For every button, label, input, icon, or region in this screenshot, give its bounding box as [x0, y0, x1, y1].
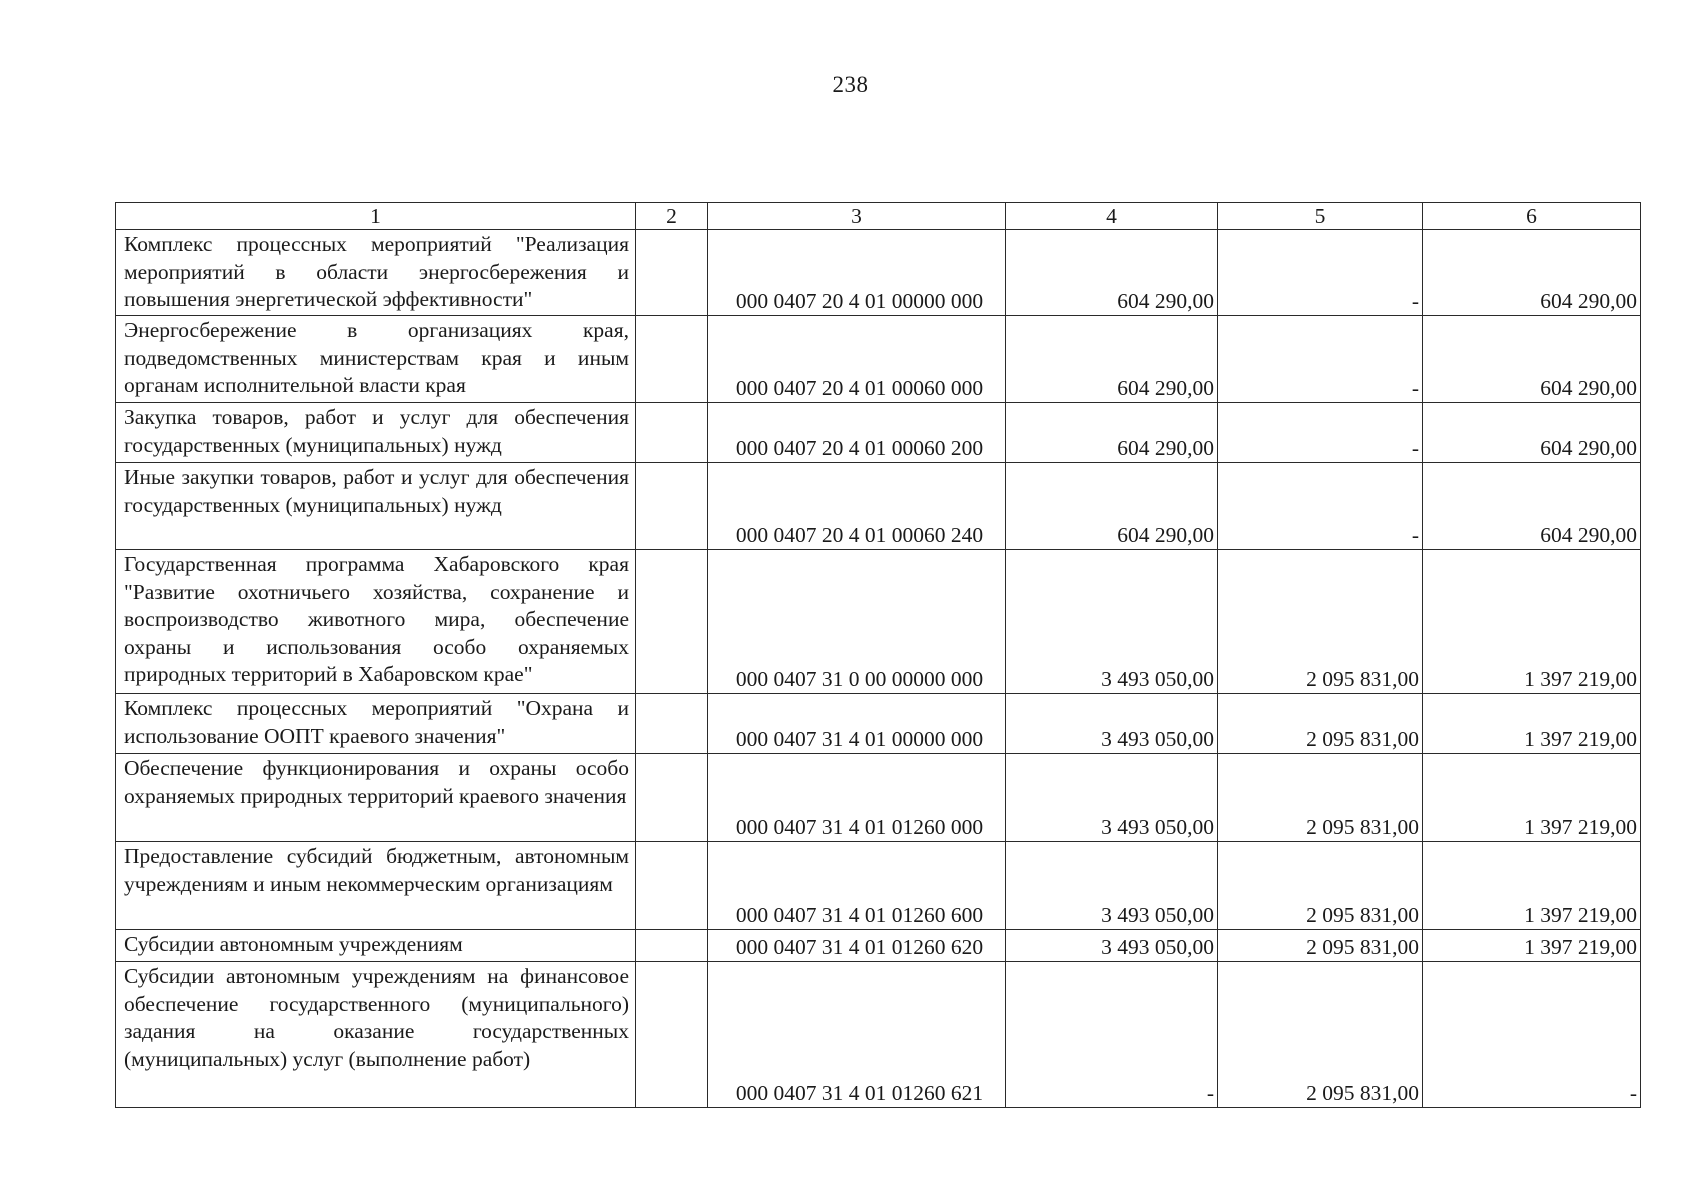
row-col4: 604 290,00 [1006, 316, 1218, 403]
row-col4: 3 493 050,00 [1006, 694, 1218, 754]
row-name: Субсидии автономным учреждениям на финансовое обеспечение государственного (муниципального) задания на оказание государственных (муниципальных) услуг (выполнение работ) [116, 962, 636, 1108]
row-code: 000 0407 31 0 00 00000 000 [708, 550, 1006, 694]
header-col-1: 1 [116, 203, 636, 230]
row-col5: - [1218, 463, 1423, 550]
row-code: 000 0407 31 4 01 01260 600 [708, 842, 1006, 930]
row-col6: 1 397 219,00 [1423, 930, 1641, 962]
row-col6: 1 397 219,00 [1423, 550, 1641, 694]
table-row [116, 694, 1641, 754]
row-col2 [636, 930, 708, 962]
header-row [116, 203, 1641, 230]
row-col4: - [1006, 962, 1218, 1108]
row-col4: 3 493 050,00 [1006, 930, 1218, 962]
page-number: 238 [832, 72, 869, 97]
row-name: Комплекс процессных мероприятий "Охрана и использование ООПТ краевого значения" [116, 694, 636, 754]
row-col2 [636, 550, 708, 694]
row-col4: 3 493 050,00 [1006, 550, 1218, 694]
row-col5: - [1218, 230, 1423, 316]
row-name: Энергосбережение в организациях края, подведомственных министерствам края и иным органам исполнительной власти края [116, 316, 636, 403]
table-row [116, 962, 1641, 1108]
table-row [116, 550, 1641, 694]
row-col4: 3 493 050,00 [1006, 754, 1218, 842]
table-row [116, 754, 1641, 842]
header-col-6: 6 [1423, 203, 1641, 230]
row-col6: 1 397 219,00 [1423, 754, 1641, 842]
table-row [116, 316, 1641, 403]
table-row [116, 230, 1641, 316]
row-col5: 2 095 831,00 [1218, 550, 1423, 694]
row-col5: 2 095 831,00 [1218, 842, 1423, 930]
row-col2 [636, 962, 708, 1108]
row-col2 [636, 754, 708, 842]
header-col-4: 4 [1006, 203, 1218, 230]
header-col-2: 2 [636, 203, 708, 230]
row-col5: - [1218, 316, 1423, 403]
row-col6: 604 290,00 [1423, 316, 1641, 403]
header-col-3: 3 [708, 203, 1006, 230]
row-col2 [636, 842, 708, 930]
row-col4: 3 493 050,00 [1006, 842, 1218, 930]
row-col4: 604 290,00 [1006, 230, 1218, 316]
row-col5: 2 095 831,00 [1218, 930, 1423, 962]
table-row [116, 842, 1641, 930]
row-col2 [636, 230, 708, 316]
row-col2 [636, 403, 708, 463]
table-row [116, 463, 1641, 550]
row-code: 000 0407 20 4 01 00000 000 [708, 230, 1006, 316]
row-col4: 604 290,00 [1006, 463, 1218, 550]
row-col2 [636, 694, 708, 754]
row-col5: - [1218, 403, 1423, 463]
row-col5: 2 095 831,00 [1218, 962, 1423, 1108]
row-name: Предоставление субсидий бюджетным, автономным учреждениям и иным некоммерческим организациям [116, 842, 636, 930]
row-col5: 2 095 831,00 [1218, 694, 1423, 754]
row-name: Обеспечение функционирования и охраны особо охраняемых природных территорий краевого значения [116, 754, 636, 842]
header-col-5: 5 [1218, 203, 1423, 230]
row-col6: 604 290,00 [1423, 403, 1641, 463]
row-code: 000 0407 20 4 01 00060 240 [708, 463, 1006, 550]
table-row [116, 403, 1641, 463]
row-name: Комплекс процессных мероприятий "Реализация мероприятий в области энергосбережения и повышения энергетической эффективности" [116, 230, 636, 316]
row-col2 [636, 316, 708, 403]
table-row [116, 930, 1641, 962]
budget-table [115, 202, 1641, 1108]
row-col6: 604 290,00 [1423, 230, 1641, 316]
row-name: Иные закупки товаров, работ и услуг для обеспечения государственных (муниципальных) нужд [116, 463, 636, 550]
row-col6: 1 397 219,00 [1423, 842, 1641, 930]
row-code: 000 0407 20 4 01 00060 200 [708, 403, 1006, 463]
row-code: 000 0407 31 4 01 01260 000 [708, 754, 1006, 842]
row-name: Субсидии автономным учреждениям [116, 930, 636, 962]
row-col2 [636, 463, 708, 550]
row-code: 000 0407 31 4 01 01260 620 [708, 930, 1006, 962]
row-code: 000 0407 31 4 01 00000 000 [708, 694, 1006, 754]
row-code: 000 0407 20 4 01 00060 000 [708, 316, 1006, 403]
row-col4: 604 290,00 [1006, 403, 1218, 463]
row-col6: - [1423, 962, 1641, 1108]
row-col6: 604 290,00 [1423, 463, 1641, 550]
row-col5: 2 095 831,00 [1218, 754, 1423, 842]
row-col6: 1 397 219,00 [1423, 694, 1641, 754]
row-name: Государственная программа Хабаровского края "Развитие охотничьего хозяйства, сохранение и воспроизводство животного мира, обеспечение охраны и использования особо охраняемых природных территорий в Хабаровском крае" [116, 550, 636, 694]
row-code: 000 0407 31 4 01 01260 621 [708, 962, 1006, 1108]
row-name: Закупка товаров, работ и услуг для обеспечения государственных (муниципальных) нужд [116, 403, 636, 463]
